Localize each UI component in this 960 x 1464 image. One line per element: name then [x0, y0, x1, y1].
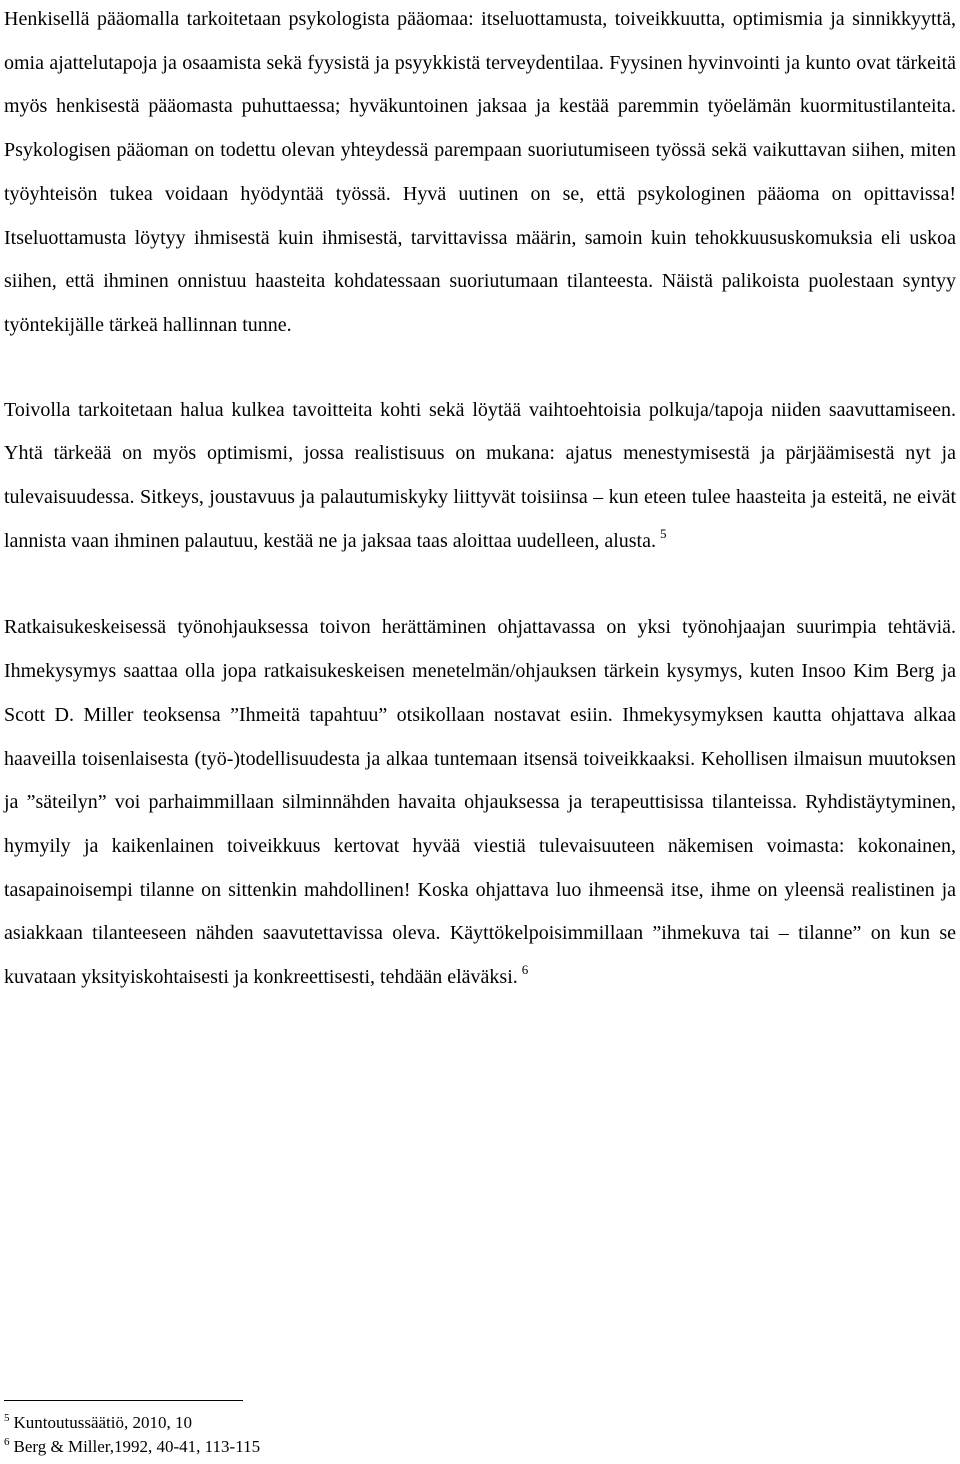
- footnotes-section: [4, 1411, 604, 1459]
- paragraph-solution-focused: [4, 606, 956, 999]
- footnote-number: 6: [4, 1436, 10, 1448]
- footnote-divider: [4, 1400, 243, 1401]
- footnote-ref-5[interactable]: 5: [659, 525, 667, 541]
- paragraph-hope-optimism: [4, 389, 956, 564]
- paragraph-psychological-capital: [4, 0, 956, 348]
- paragraph-text: Toivolla tarkoitetaan halua kulkea tavoitteita kohti sekä löytää vaihtoehtoisia polkuja/tapoja niiden saavuttamiseen. Yhtä tärkeää on myös optimismi, jossa realistisuus on mukana: ajatus menestymisestä ja pärjäämisestä nyt ja tulevaisuudessa. Sitkeys, joustavuus ja palautumiskyky liittyvät toisiinsa – kun eteen tulee haasteita ja esteitä, ne eivät lannista vaan ihminen palautuu, kestää ne ja jaksaa taas aloittaa uudelleen, alusta.: [4, 398, 956, 552]
- footnote-5: [4, 1411, 604, 1435]
- footnote-text: Kuntoutussäätiö, 2010, 10: [13, 1413, 192, 1432]
- document-body: [4, 0, 956, 1000]
- footnote-number: 5: [4, 1412, 10, 1424]
- paragraph-text: Henkisellä pääomalla tarkoitetaan psykologista pääomaa: itseluottamusta, toiveikkuutta, optimismia ja sinnikkyyttä, omia ajattelutapoja ja osaamista sekä fyysistä ja psyykkistä terveydentilaa. Fyysinen hyvinvointi ja kunto ovat tärkeitä myös henkisestä pääomasta puhuttaessa; hyväkuntoinen jaksaa ja kestää paremmin työelämän kuormitustilanteita. Psykologisen pääoman on todettu olevan yhteydessä parempaan suoriutumiseen työssä sekä vaikuttavan siihen, miten työyhteisön tukea voidaan hyödyntää työssä. Hyvä uutinen on se, että psykologinen pääoma on opittavissa! Itseluottamusta löytyy ihmisestä kuin ihmisestä, tarvittavissa määrin, samoin kuin tehokkuususkomuksia eli uskoa siihen, että ihminen onnistuu haasteita kohdatessaan suoriutumaan tilanteesta. Näistä palikoista puolestaan syntyy työntekijälle tärkeä hallinnan tunne.: [4, 8, 956, 336]
- footnote-6: [4, 1435, 604, 1459]
- footnote-text: Berg & Miller,1992, 40-41, 113-115: [13, 1437, 261, 1456]
- footnote-ref-6[interactable]: 6: [521, 962, 529, 978]
- paragraph-text: Ratkaisukeskeisessä työnohjauksessa toivon herättäminen ohjattavassa on yksi työnohjaajan suurimpia tehtäviä. Ihmekysymys saattaa olla jopa ratkaisukeskeisen menetelmän/ohjauksen tärkein kysymys, kuten Insoo Kim Berg ja Scott D. Miller teoksensa ”Ihmeitä tapahtuu” otsikollaan nostavat esiin. Ihmekysymyksen kautta ohjattava alkaa haaveilla toisenlaisesta (työ-)todellisuudesta ja alkaa tuntemaan itsensä toiveikkaaksi. Kehollisen ilmaisun muutoksen ja ”säteilyn” voi parhaimmillaan silminnähden havaita ohjauksessa ja terapeuttisissa tilanteissa. Ryhdistäytyminen, hymyily ja kaikenlainen toiveikkuus kertovat hyvää viestiä tulevaisuuteen näkemisen voimasta: kokonainen, tasapainoisempi tilanne on sittenkin mahdollinen! Koska ohjattava luo ihmeensä itse, ihme on yleensä realistinen ja asiakkaan tilanteeseen nähden saavutettavissa oleva. Käyttökelpoisimmillaan ”ihmekuva tai – tilanne” on kun se kuvataan yksityiskohtaisesti ja konkreettisesti, tehdään eläväksi.: [4, 616, 956, 989]
